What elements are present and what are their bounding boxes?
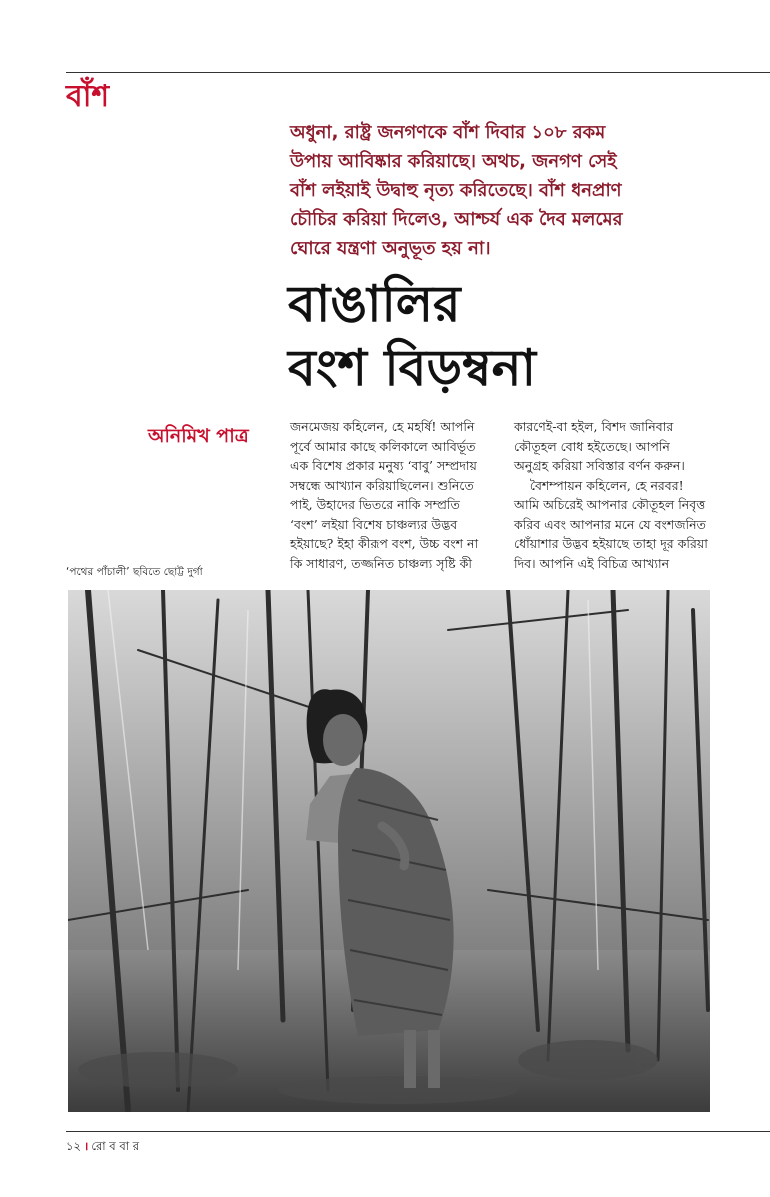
body-line: অনুগ্রহ করিয়া সবিস্তার বর্ণন করুন।	[514, 458, 685, 473]
body-line: কৌতূহল বোধ হইতেছে। আপনি	[514, 438, 670, 454]
body-line: পাই, উহাদের ভিতরে নাকি সম্প্রতি	[290, 497, 460, 512]
photo-durga-in-bamboo-grove	[68, 590, 710, 1112]
footer-separator: ।	[83, 1139, 89, 1153]
top-rule	[66, 72, 770, 73]
body-line: হইয়াছে? ইহা কীরূপ বংশ, উচ্চ বংশ না	[290, 536, 479, 551]
standfirst	[290, 118, 690, 263]
section-tag: বাঁশ	[66, 79, 110, 114]
body-line: বৈশম্পায়ন কহিলেন, হে নরবর!	[514, 477, 684, 493]
page-number: ১২	[66, 1139, 81, 1153]
body-line: কি সাধারণ, তজ্জনিত চাঞ্চল্য সৃষ্টি কী	[290, 555, 472, 571]
photo-illustration	[68, 590, 710, 1112]
byline-author: অনিমিখ পাত্র	[148, 425, 249, 447]
standfirst-line: ঘোরে যন্ত্রণা অনুভূত হয় না।	[290, 238, 491, 259]
headline	[288, 272, 648, 400]
body-line: পূর্বে আমার কাছে কলিকালে আবির্ভূত	[290, 438, 476, 454]
body-line: আমি অচিরেই আপনার কৌতূহল নিবৃত্ত	[514, 497, 706, 512]
photo-caption: ‘পথের পাঁচালী’ ছবিতে ছোট্ট দুর্গা	[66, 566, 203, 578]
standfirst-line: অধুনা, রাষ্ট্র জনগণকে বাঁশ দিবার ১০৮ রকম	[290, 122, 606, 143]
body-line: ধোঁয়াশার উদ্ভব হইয়াছে তাহা দূর করিয়া	[514, 536, 708, 551]
headline-line-2: বংশ বিড়ম্বনা	[288, 339, 536, 397]
body-line: এক বিশেষ প্রকার মনুষ্য ‘বাবু’ সম্প্রদায়	[290, 458, 477, 473]
standfirst-line: উপায় আবিষ্কার করিয়াছে। অথচ, জনগণ সেই	[290, 151, 617, 172]
body-column-2	[514, 417, 729, 573]
standfirst-line: বাঁশ লইয়াই উদ্বাহু নৃত্য করিতেছে। বাঁশ ধনপ্রাণ	[290, 180, 622, 201]
body-line: কারণেই-বা হইল, বিশদ জানিবার	[514, 419, 674, 434]
bottom-rule	[66, 1131, 770, 1132]
body-line: করিব এবং আপনার মনে যে বংশজনিত	[514, 516, 706, 532]
page-footer	[66, 1138, 139, 1154]
headline-line-1: বাঙালির	[288, 275, 461, 333]
standfirst-line: চৌচির করিয়া দিলেও, আশ্চর্য এক দৈব মলমের	[290, 209, 623, 230]
magazine-name: রো ব বা র	[91, 1139, 140, 1153]
body-line: জনমেজয় কহিলেন, হে মহর্ষি! আপনি	[290, 419, 475, 434]
body-line: ‘বংশ’ লইয়া বিশেষ চাঞ্চল্যর উদ্ভব	[290, 516, 458, 532]
body-line: দিব। আপনি এই বিচিত্র আখ্যান	[514, 555, 670, 571]
body-line: সম্বন্ধে আখ্যান করিয়াছিলেন। শুনিতে	[290, 477, 474, 493]
body-column-1	[290, 417, 505, 573]
